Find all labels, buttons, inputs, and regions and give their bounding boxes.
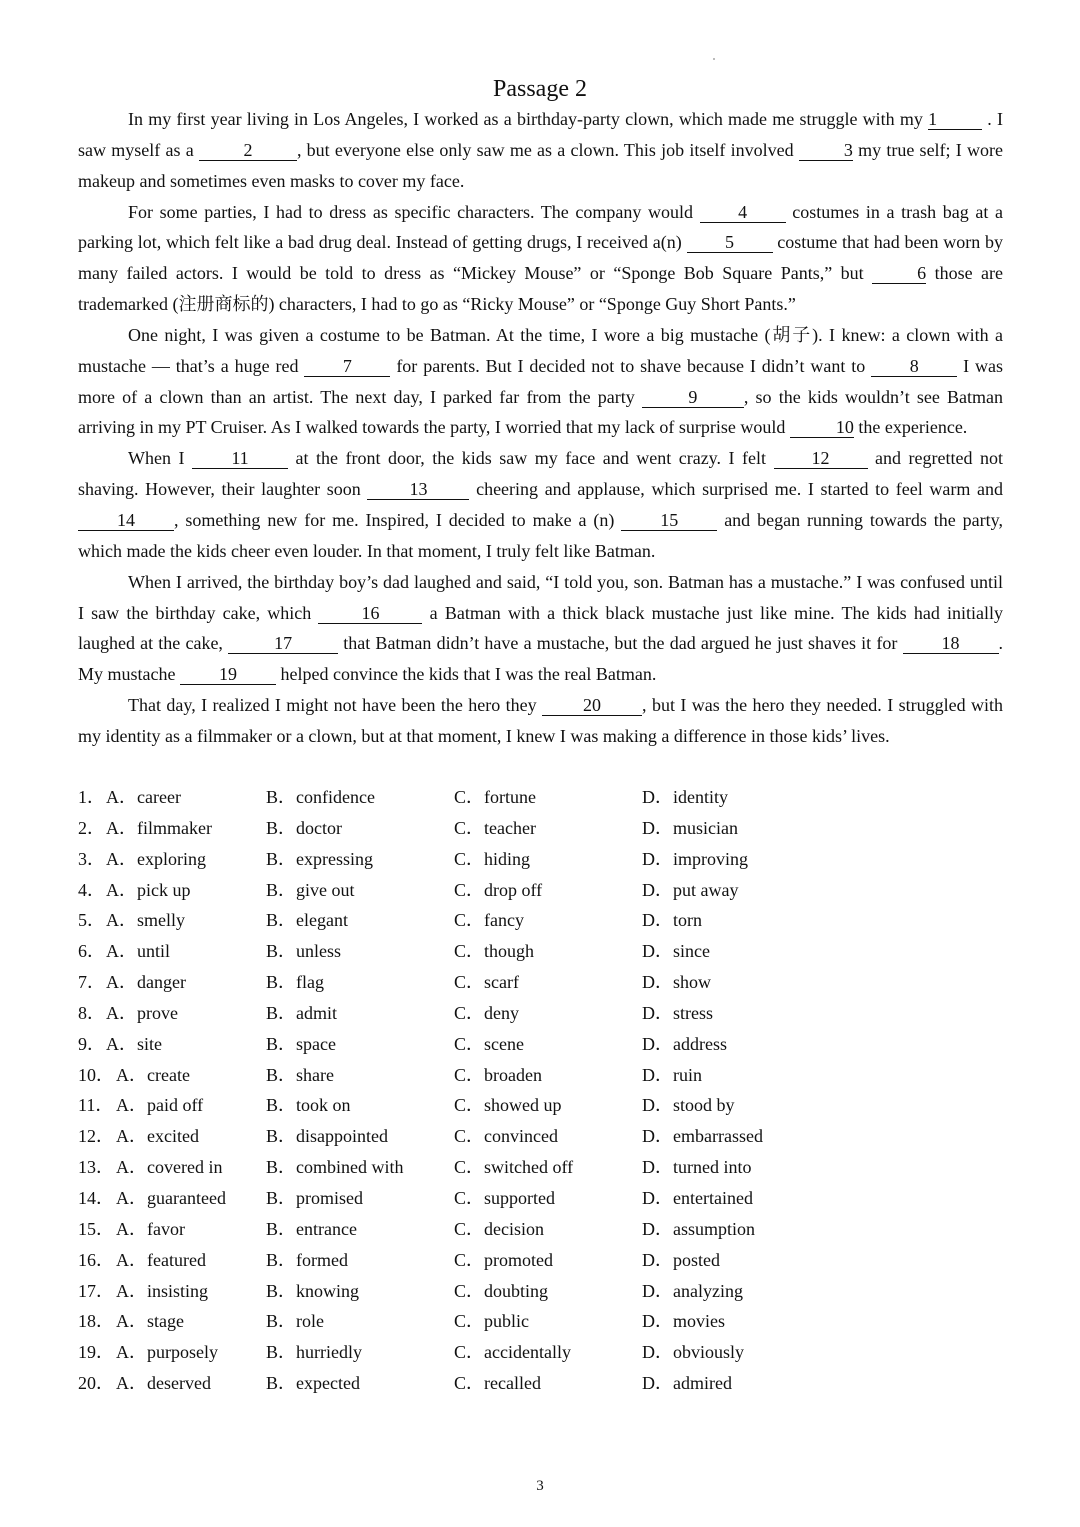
option-c: C．broaden [454,1064,542,1085]
paragraph-text: That day, I realized I might not have been the hero they [128,695,543,716]
question-number: 2． [78,817,105,838]
paragraph-text: . My mustache [78,633,1003,685]
option-b: B．hurriedly [266,1342,362,1363]
option-row [78,1306,1003,1337]
paragraph-text: costume that had been worn by many failed actors. I would be told to dress as “Mickey Mouse” or “Sponge Bob Square Pants,” but [78,232,1004,284]
blank-8: 8 [871,356,957,377]
blank-7: 7 [304,356,390,377]
option-d: D．address [642,1033,727,1054]
option-d: D．entertained [642,1187,753,1208]
option-c: C．promoted [454,1249,553,1270]
paragraph-text: helped convince the kids that I was the real Batman. [275,664,657,685]
question-number: 8． [78,1002,105,1023]
question-number: 1． [78,787,105,807]
option-d: D．movies [642,1311,725,1332]
blank-19: 19 [180,664,276,685]
blank-2: 2 [199,140,297,161]
paragraph-text: For some parties, I had to dress as specific characters. The company would [128,201,700,222]
option-c: C．drop off [454,879,543,900]
page-number: 3 [536,1478,544,1494]
option-d: D．posted [642,1249,720,1270]
scan-dot [713,58,715,60]
option-c: C．recalled [454,1373,541,1394]
option-c: C．accidentally [454,1342,571,1363]
option-row [78,967,1003,998]
paragraph-text: One night, I was given a costume to be Batman. At the time, I wore a big mustache (胡子). I knew: a clown with a mustache — that’s a huge red [78,324,1003,376]
option-a: A．prove [106,1002,178,1023]
paragraph-4 [78,443,1003,566]
paragraph-text: my true self; I wore makeup and sometimes even masks to cover my face. [78,139,1004,191]
option-row [78,1337,1003,1368]
option-a: A．filmmaker [106,817,212,838]
option-c: C．scarf [454,972,519,993]
option-row [78,936,1003,967]
option-row [78,1152,1003,1183]
option-c: C．showed up [454,1095,562,1116]
option-row [78,813,1003,844]
question-number: 16． [78,1249,114,1270]
paragraph-6 [78,690,1003,752]
option-a: A．excited [116,1126,199,1147]
option-d: D．identity [642,787,728,807]
paragraph-text: the experience. [853,417,968,438]
option-c: C．deny [454,1002,519,1023]
paragraph-text: at the front door, the kids saw my face and went crazy. I felt [287,448,774,469]
option-c: C．supported [454,1187,555,1208]
option-row [78,1060,1003,1091]
option-a: A．paid off [116,1095,204,1116]
option-a: A．deserved [116,1373,211,1394]
option-d: D．put away [642,879,739,900]
paragraph-5 [78,567,1003,690]
option-d: D．embarrassed [642,1126,763,1147]
option-c: C．hiding [454,848,531,869]
option-b: B．elegant [266,910,348,931]
blank-14: 14 [78,510,174,531]
option-b: B．expected [266,1373,360,1394]
paragraph-text: a Batman with a thick black mustache just like mine. The kids had initially laughed at the cake, [78,602,1003,654]
option-b: B．formed [266,1249,348,1270]
paragraph-text: , but everyone else only saw me as a clown. This job itself involved [296,139,799,160]
option-c: C．convinced [454,1126,558,1147]
option-d: D．analyzing [642,1280,743,1301]
option-d: D．musician [642,817,738,838]
question-number: 11． [78,1095,114,1116]
option-c: C．fancy [454,910,524,931]
option-d: D．turned into [642,1157,752,1178]
option-row [78,1245,1003,1276]
option-c: C．fortune [454,787,536,807]
option-a: A．site [106,1033,162,1054]
option-row [78,1214,1003,1245]
option-c: C．switched off [454,1157,574,1178]
option-c: C．teacher [454,817,536,838]
option-b: B．combined with [266,1157,404,1178]
paragraph-2 [78,197,1003,320]
blank-20: 20 [542,695,642,716]
option-b: B．took on [266,1095,351,1116]
option-d: D．ruin [642,1064,702,1085]
option-row [78,1090,1003,1121]
option-d: D．torn [642,910,702,931]
option-row [78,1368,1003,1399]
option-c: C．decision [454,1218,544,1239]
option-b: B．knowing [266,1280,360,1301]
option-c: C．doubting [454,1280,549,1301]
blank-10: 10 [790,417,854,438]
question-number: 15． [78,1218,114,1239]
answer-options [78,782,1003,1399]
option-d: D．obviously [642,1342,745,1363]
option-b: B．role [266,1311,324,1332]
option-row [78,782,1003,813]
paragraph-text: and began running towards the party, which made the kids cheer even louder. In that moment, I truly felt like Batman. [78,509,1003,561]
option-b: B．admit [266,1002,337,1023]
question-number: 9． [78,1033,105,1054]
option-a: A．exploring [106,848,206,869]
option-row [78,1276,1003,1307]
blank-9: 9 [642,387,744,408]
option-b: B．share [266,1064,334,1085]
option-d: D．improving [642,848,748,869]
paragraph-text: , but I was the hero they needed. I struggled with my identity as a filmmaker or a clown, but at that moment, I knew I was making a difference in those kids’ lives. [78,695,1004,746]
blank-11: 11 [192,448,288,469]
paragraph-text: that Batman didn’t have a mustache, but the dad argued he just shaves it for [338,633,903,654]
blank-17: 17 [228,633,338,654]
option-a: A．guaranteed [116,1187,226,1208]
option-d: D．show [642,972,712,993]
paragraph-text: , so the kids wouldn’t see Batman arriving in my PT Cruiser. As I walked towards the party, I worried that my lack of surprise would [78,386,1003,438]
option-a: A．covered in [116,1157,223,1178]
option-a: A．smelly [106,910,185,931]
paragraph-3 [78,320,1003,443]
paragraph-text: costumes in a trash bag at a parking lot, which felt like a bad drug deal. Instead of getting drugs, I received a(n) [78,201,1003,253]
paragraph-text: When I arrived, the birthday boy’s dad laughed and said, “I told you, son. Batman has a mustache.” I was confused until I saw the birthday cake, which [78,571,1003,623]
option-row [78,1029,1003,1060]
paragraph-text: In my first year living in Los Angeles, I worked as a birthday-party clown, which made me struggle with my [128,109,929,129]
paragraph-text: and regretted not shaving. However, their laughter soon [78,448,1003,500]
paragraph-text: I was more of a clown than an artist. The next day, I parked far from the party [78,355,1003,407]
question-number: 10． [78,1064,114,1085]
option-a: A．purposely [116,1342,218,1363]
paragraph-text: When I [128,448,192,469]
paragraph-1 [78,104,1003,197]
question-number: 14． [78,1187,114,1208]
paragraph-text: cheering and applause, which surprised me. I started to feel warm and [469,479,1003,500]
paragraph-text: . I saw myself as a [78,109,1003,160]
blank-6: 6 [872,263,926,284]
passage-body [78,104,1003,752]
blank-12: 12 [774,448,868,469]
option-row [78,905,1003,936]
question-number: 19． [78,1342,114,1363]
question-number: 5． [78,910,105,931]
option-row [78,875,1003,906]
option-a: A．pick up [106,879,191,900]
blank-13: 13 [367,479,469,500]
option-b: B．doctor [266,817,342,838]
option-row [78,1183,1003,1214]
option-c: C．public [454,1311,529,1332]
option-b: B．promised [266,1187,363,1208]
option-b: B．space [266,1033,336,1054]
option-b: B．confidence [266,787,375,807]
option-a: A．until [106,941,171,962]
option-a: A．featured [116,1249,206,1270]
option-d: D．since [642,941,710,962]
option-row [78,844,1003,875]
question-number: 17． [78,1280,114,1301]
paragraph-text: , something new for me. Inspired, I decided to make a (n) [174,509,622,530]
option-d: D．stood by [642,1095,735,1116]
blank-3: 3 [799,140,853,161]
option-row [78,998,1003,1029]
question-number: 3． [78,848,105,869]
option-a: A．insisting [116,1280,209,1301]
option-row [78,1121,1003,1152]
option-b: B．unless [266,941,342,962]
option-d: D．assumption [642,1218,756,1239]
option-b: B．flag [266,972,324,993]
question-number: 6． [78,941,105,962]
question-number: 20． [78,1373,114,1394]
blank-16: 16 [318,603,422,624]
option-d: D．admired [642,1373,732,1394]
option-b: B．disappointed [266,1126,388,1147]
option-a: A．favor [116,1218,185,1239]
question-number: 18． [78,1311,114,1332]
paragraph-text: for parents. But I decided not to shave because I didn’t want to [390,355,872,376]
option-c: C．scene [454,1033,524,1054]
option-c: C．though [454,941,535,962]
blank-5: 5 [687,232,773,253]
passage-title: Passage 2 [493,76,587,102]
option-a: A．create [116,1064,190,1085]
blank-4: 4 [700,202,786,223]
option-d: D．stress [642,1002,713,1023]
paragraph-text: those are trademarked (注册商标的) characters, I had to go as “Ricky Mouse” or “Sponge Guy Short Pants.” [78,263,1003,315]
question-number: 4． [78,879,105,900]
option-b: B．give out [266,879,355,900]
blank-15: 15 [621,510,717,531]
blank-1: 1 [928,109,982,130]
blank-18: 18 [903,633,999,654]
question-number: 12． [78,1126,114,1147]
option-b: B．entrance [266,1218,357,1239]
option-b: B．expressing [266,848,373,869]
option-a: A．career [106,787,181,807]
question-number: 7． [78,972,105,993]
option-a: A．stage [116,1311,184,1332]
option-a: A．danger [106,972,186,993]
question-number: 13． [78,1157,114,1178]
